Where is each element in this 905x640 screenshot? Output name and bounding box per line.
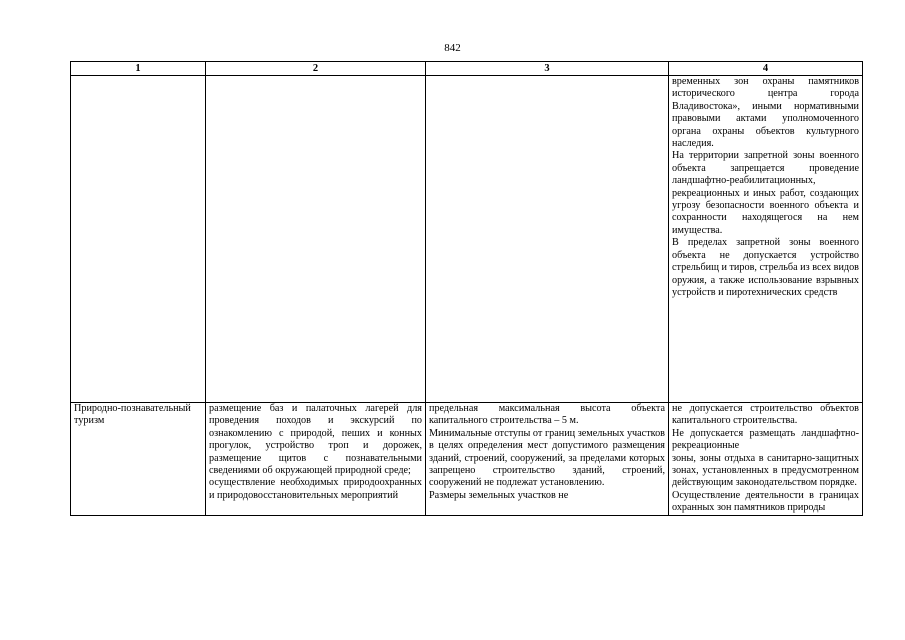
cell-r1-c4 [669,76,863,403]
paragraph: зоны, зоны отдыха в санитарно-защитных зонах, установленных в предусмотренном действующим законодательством порядке. [672,452,859,489]
table-header-row [71,62,863,76]
paragraph: предельная максимальная высота объекта капитального строительства – 5 м. [429,403,665,427]
cell-r2-c2 [206,403,426,516]
cell-r1-c3 [426,76,669,403]
paragraph: временных зон охраны памятников исторического центра города Владивостока», иными нормативными правовыми актами уполномоченного органа охраны объектов культурного наследия. [672,76,859,150]
column-header-2: 2 [206,62,426,76]
table-row [71,403,863,516]
paragraph: размещение баз и палаточных лагерей для проведения походов и экскурсий по ознакомлению с природой, пеших и конных прогулок, устройство троп и дорожек, размещение щитов с познавательными сведениями об окружающей природной среде; [209,403,422,477]
paragraph: Не допускается размещать ландшафтно-рекреационные [672,427,859,452]
paragraph: осуществление необходимых природоохранных и природовосстановительных мероприятий [209,477,422,501]
cell-r1-c2 [206,76,426,403]
cell-r2-c1: Природно-познавательный туризм [71,403,206,516]
paragraph: не допускается строительство объектов капитального строительства. [672,403,859,427]
paragraph: Размеры земельных участков не [429,489,569,501]
column-header-4: 4 [669,62,863,76]
page-number: 842 [444,42,461,54]
paragraph: В пределах запретной зоны военного объекта не допускается устройство стрельбищ и тиров, стрельба из всех видов оружия, а также использование взрывных устройств и пиротехнических средств [672,237,859,298]
paragraph: Осуществление деятельности в границах охранных зон памятников природы [672,489,859,514]
cell-r2-c3 [426,403,669,516]
regulations-table [70,61,863,516]
table-row [71,76,863,403]
paragraph: Минимальные отступы от границ земельных участков в целях определения мест допустимого размещения зданий, строений, сооружений, за пределами которых запрещено строительство зданий, строений, сооружений не подлежат установлению. [429,427,665,489]
column-header-3: 3 [426,62,669,76]
cell-r1-c1 [71,76,206,403]
paragraph: На территории запретной зоны военного объекта запрещается проведение ландшафтно-реабилитационных, рекреационных и иных работ, создающих угрозу безопасности военного объекта и сохранности находящегося на нем имущества. [672,150,859,236]
cell-r2-c4 [669,403,863,516]
column-header-1: 1 [71,62,206,76]
